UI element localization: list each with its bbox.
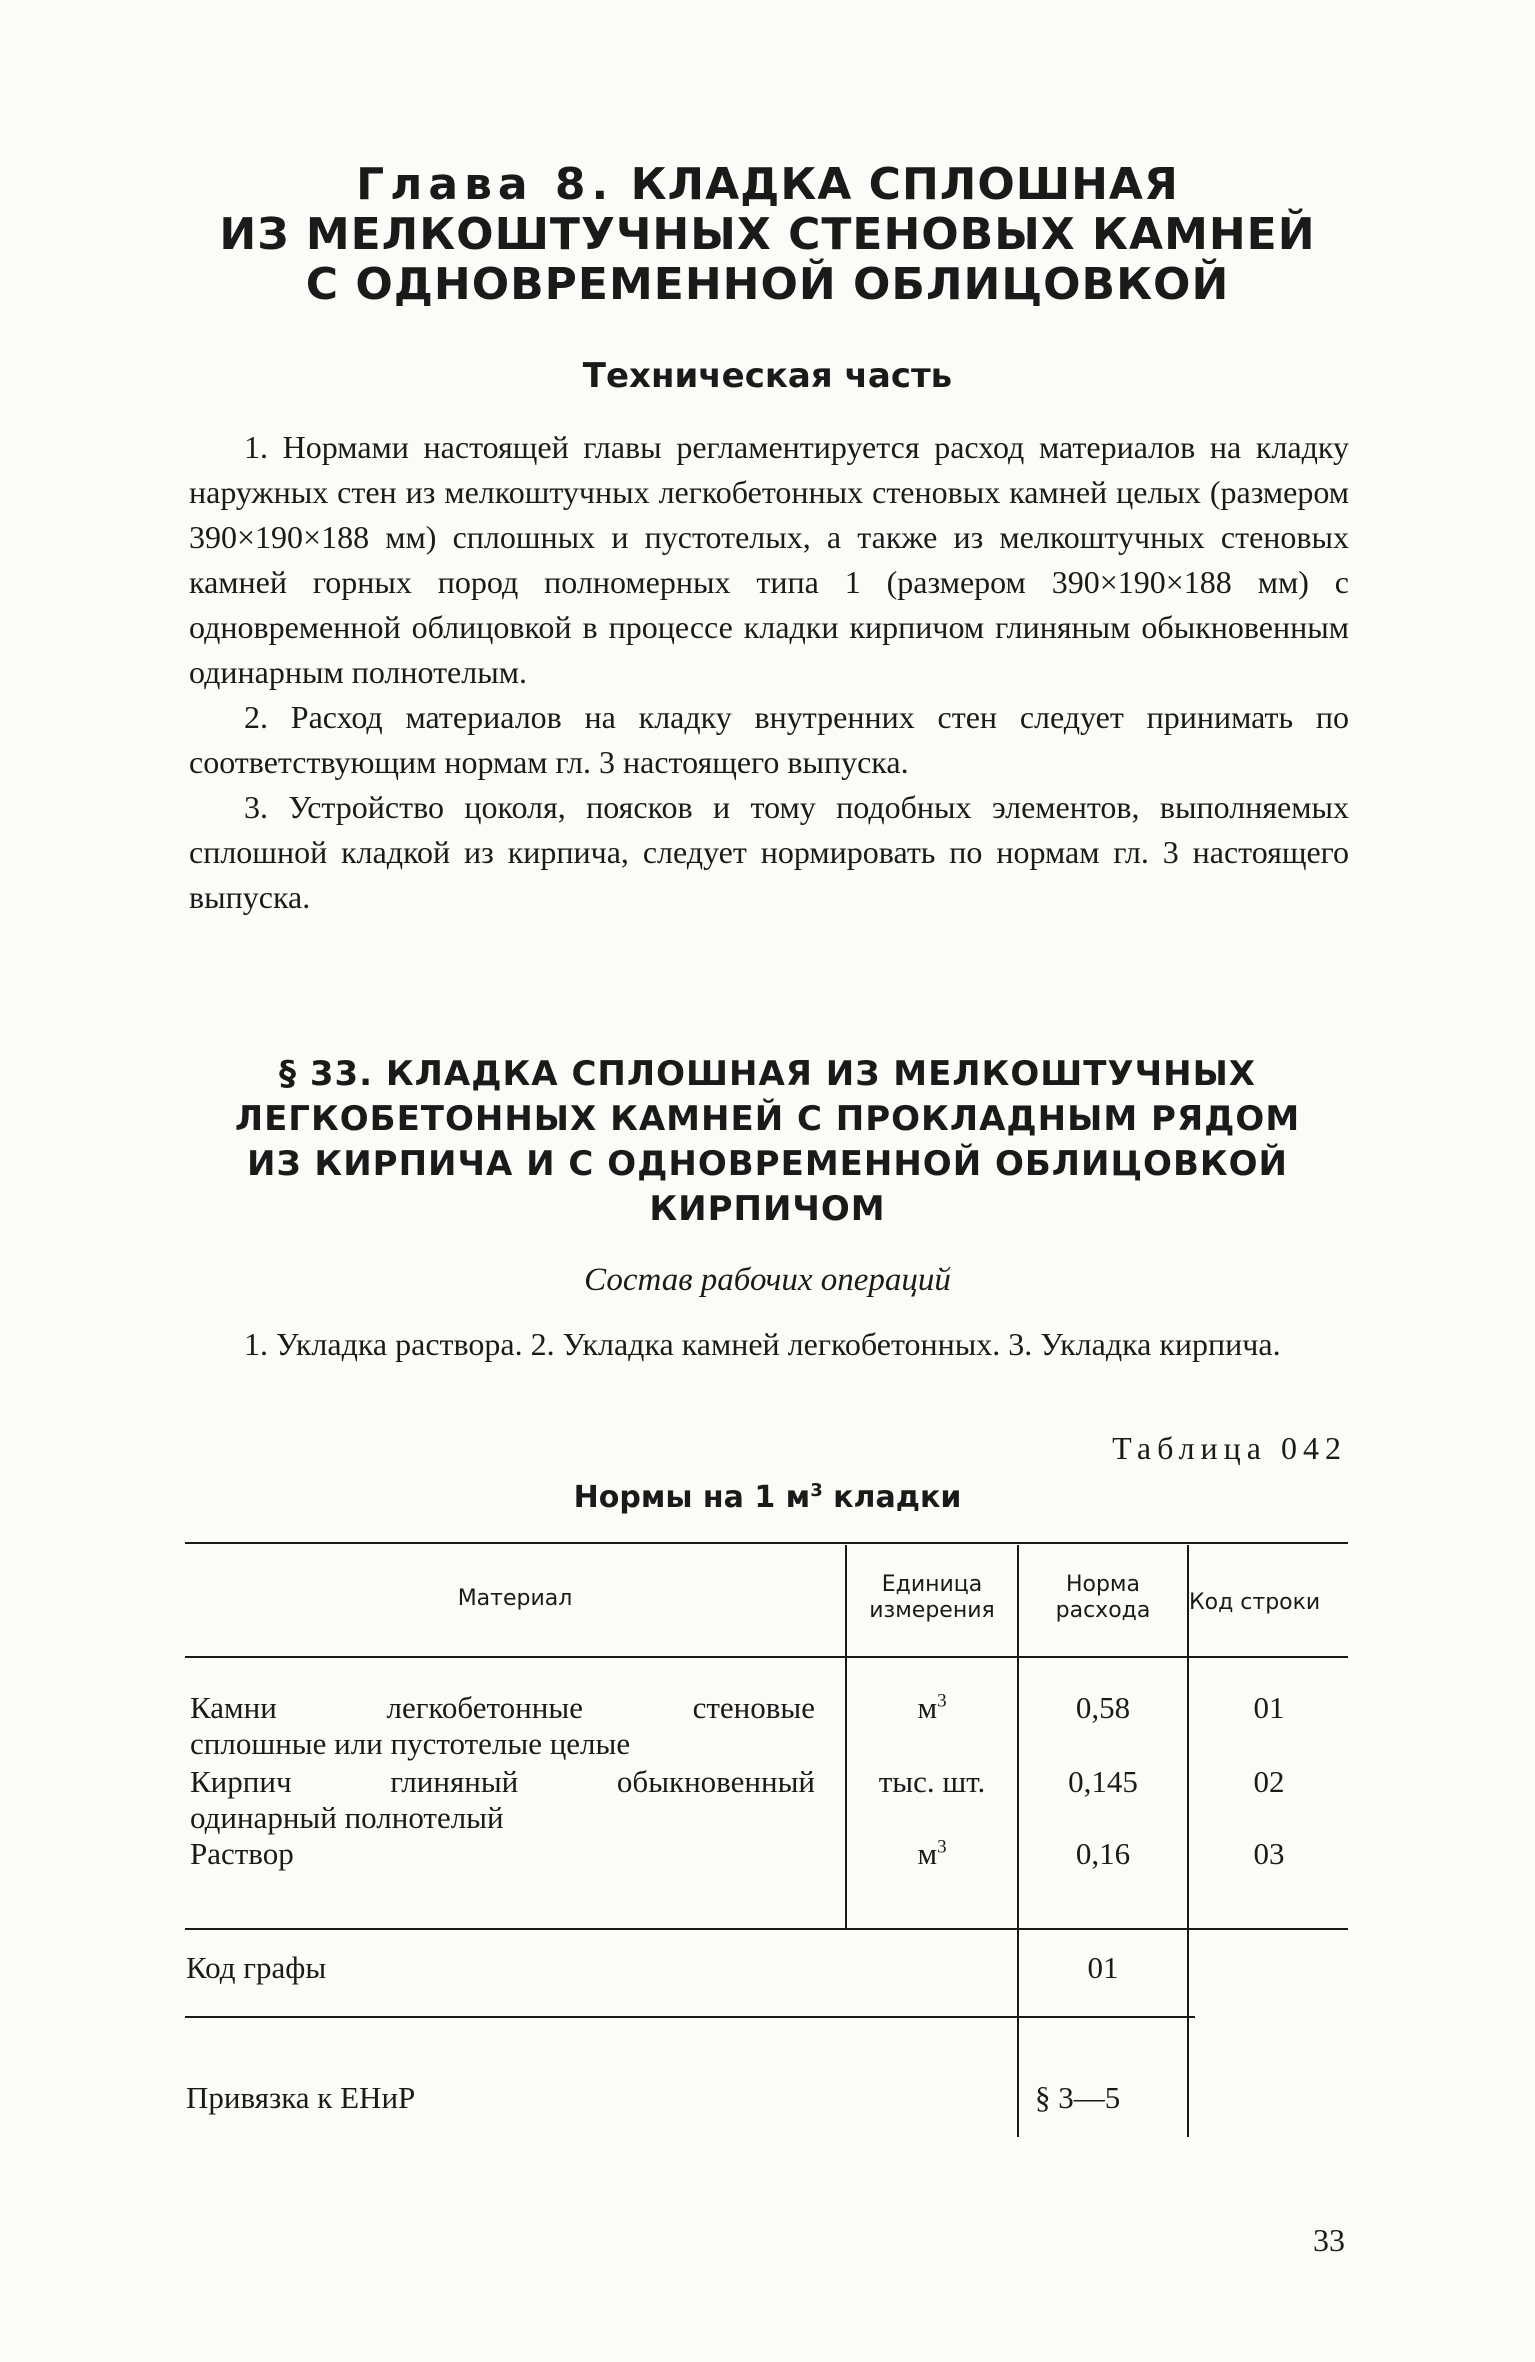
chapter-number: Глава 8. <box>356 159 615 210</box>
section-title: § 33. КЛАДКА СПЛОШНАЯ ИЗ МЕЛКОШТУЧНЫХ ЛЕГКОБЕТОННЫХ КАМНЕЙ С ПРОКЛАДНЫМ РЯДОМ ИЗ КИРПИЧА И С ОДНОВРЕМЕННОЙ ОБЛИЦОВКОЙ КИРПИЧОМ <box>234 1054 1301 1229</box>
header-norm: Норма расхода <box>1055 1572 1151 1623</box>
row-3-unit: $м^3$ <box>917 1836 947 1871</box>
chapter-title: Глава 8. КЛАДКА СПЛОШНАЯ ИЗ МЕЛКОШТУЧНЫХ СТЕНОВЫХ КАМНЕЙ С ОДНОВРЕМЕННОЙ ОБЛИЦОВКОЙ <box>219 159 1316 310</box>
row-1-norm: 0,58 <box>1075 1690 1131 1725</box>
row-2-material-line1: Кирпич глиняный обыкновенный <box>190 1764 815 1799</box>
row-1-code: 01 <box>1253 1690 1285 1725</box>
row-1-unit: $м^3$ <box>917 1690 947 1725</box>
row-2-code: 02 <box>1253 1764 1285 1799</box>
header-rule <box>185 1656 1348 1658</box>
operations-heading: Состав рабочих операций <box>584 1262 951 1298</box>
row-3-norm: 0,16 <box>1075 1836 1131 1871</box>
paragraph-2: 2. Расход материалов на кладку внутренних стен следует принимать по соответствующим нормам гл. 3 настоящего выпуска. <box>189 699 1349 780</box>
enir-value: § 3—5 <box>1035 2080 1121 2115</box>
column-code-label: Код графы <box>186 1950 327 1985</box>
technical-paragraphs <box>189 425 1349 920</box>
row-2-norm: 0,145 <box>1068 1764 1138 1799</box>
row-1-material-line2: сплошные или пустотелые целые <box>190 1726 631 1761</box>
paragraph-1: 1. Нормами настоящей главы регламентируется расход материалов на кладку наружных стен из мелкоштучных легкобетонных стеновых камней целых (размером 390×190×188 мм) сплошных и пустотелых, а также из мелкоштучных стеновых камней горных пород полномерных типа 1 (размером 390×190×188 мм) с одновременной облицовкой в процессе кладки кирпичом глиняным обыкновенным одинарным полнотелым. <box>189 429 1349 690</box>
enir-label: Привязка к ЕНиР <box>186 2080 416 2115</box>
table-label: Таблица 042 <box>1112 1430 1347 1466</box>
operations-text: 1. Укладка раствора. 2. Укладка камней легкобетонных. 3. Укладка кирпича. <box>244 1326 1281 1362</box>
column-code-rule <box>185 2016 1195 2018</box>
header-material: Материал <box>457 1586 573 1611</box>
row-2-unit: тыс. шт. <box>878 1764 986 1799</box>
column-code-value: 01 <box>1087 1950 1119 1985</box>
table-caption: Нормы на 1 $м^3$ кладки <box>573 1480 962 1515</box>
row-3-material: Раствор <box>190 1836 294 1871</box>
row-2-material-line2: одинарный полнотелый <box>190 1800 504 1835</box>
header-unit: Единица измерения <box>869 1572 995 1623</box>
header-code: Код строки <box>1189 1590 1321 1615</box>
body-bottom-rule <box>185 1928 1348 1930</box>
table-top-rule <box>185 1542 1348 1544</box>
page-number: 33 <box>1313 2222 1345 2258</box>
paragraph-3: 3. Устройство цоколя, поясков и тому подобных элементов, выполняемых сплошной кладкой из кирпича, следует нормировать по нормам гл. 3 настоящего выпуска. <box>189 789 1349 915</box>
row-3-code: 03 <box>1253 1836 1285 1871</box>
technical-part-heading: Техническая часть <box>582 356 953 396</box>
row-1-material-line1: Камни легкобетонные стеновые <box>190 1690 815 1725</box>
